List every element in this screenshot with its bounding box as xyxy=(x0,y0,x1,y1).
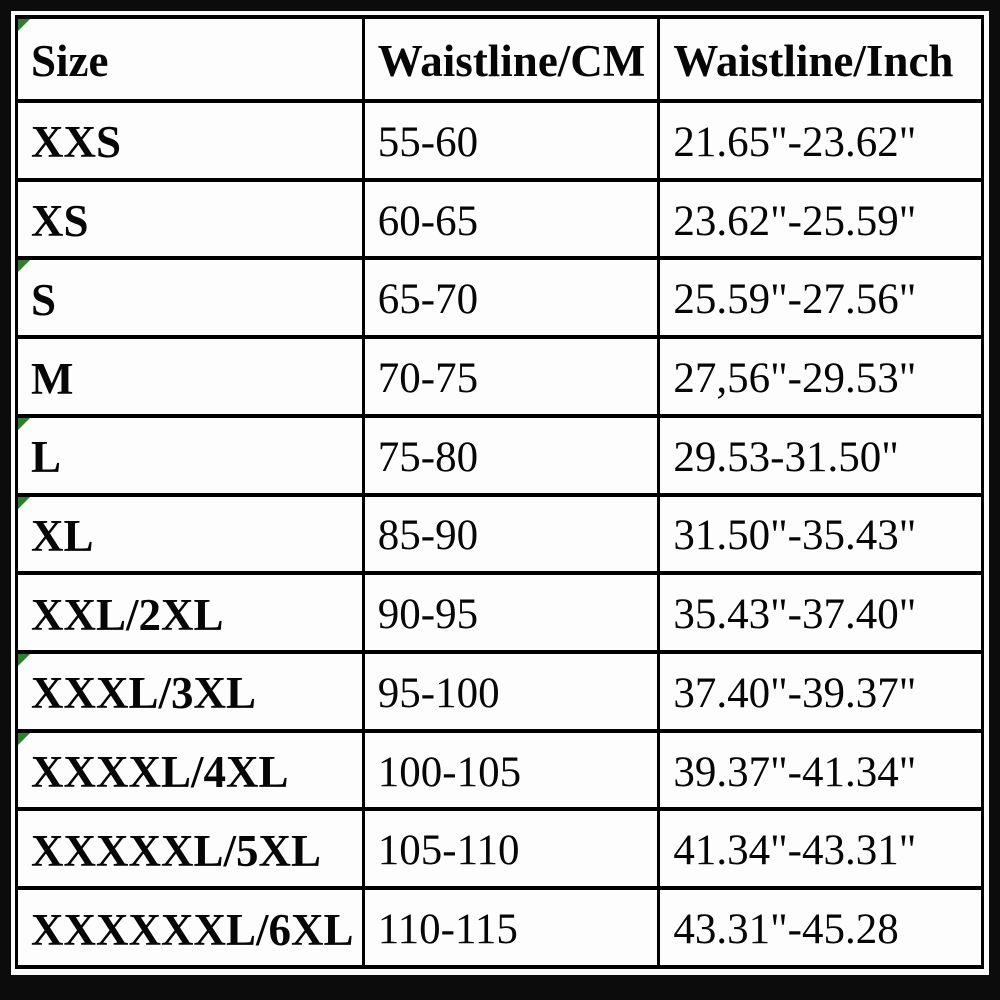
waistline-inch-cell xyxy=(659,809,983,888)
waistline-cm-cell xyxy=(363,888,659,967)
waistline-inch-cell xyxy=(659,573,983,652)
cell-corner-marker-icon xyxy=(18,497,30,509)
waistline-inch-cell xyxy=(659,495,983,574)
size-label: L xyxy=(31,432,62,483)
size-label: XS xyxy=(31,196,89,247)
waistline-inch-value: 27,56"-29.53" xyxy=(673,355,917,403)
waistline-cm-cell xyxy=(363,180,659,259)
table-row xyxy=(17,495,983,574)
waistline-inch-value: 23.62"-25.59" xyxy=(673,197,917,245)
waistline-cm-cell xyxy=(363,416,659,495)
size-label: XXXL/3XL xyxy=(31,668,257,719)
size-cell xyxy=(17,888,364,967)
waistline-cm-value: 85-90 xyxy=(377,512,479,560)
cell-corner-marker-icon xyxy=(18,654,30,666)
waistline-cm-value: 60-65 xyxy=(377,197,479,245)
waistline-inch-value: 41.34"-43.31" xyxy=(673,827,917,875)
waistline-cm-value: 110-115 xyxy=(377,906,518,954)
waistline-inch-value: 31.50"-35.43" xyxy=(673,512,917,560)
cell-corner-marker-icon xyxy=(18,260,30,272)
table-row xyxy=(17,180,983,259)
table-body xyxy=(17,101,983,967)
waistline-cm-value: 90-95 xyxy=(377,591,479,639)
waistline-inch-value: 25.59"-27.56" xyxy=(673,276,917,324)
size-cell xyxy=(17,809,364,888)
size-cell xyxy=(17,731,364,810)
waistline-inch-value: 39.37"-41.34" xyxy=(673,748,917,796)
waistline-inch-cell xyxy=(659,652,983,731)
column-header-label: Waistline/CM xyxy=(377,36,646,86)
size-cell xyxy=(17,652,364,731)
waistline-inch-value: 43.31"-45.28 xyxy=(673,906,899,954)
column-header-label: Size xyxy=(31,36,109,86)
size-cell xyxy=(17,101,364,180)
column-header-waistline-cm xyxy=(363,17,659,101)
table-row xyxy=(17,416,983,495)
table-row xyxy=(17,809,983,888)
size-cell xyxy=(17,258,364,337)
size-cell xyxy=(17,495,364,574)
waistline-cm-value: 75-80 xyxy=(377,433,479,481)
waistline-cm-value: 70-75 xyxy=(377,355,479,403)
size-label: XXS xyxy=(31,117,122,168)
waistline-inch-cell xyxy=(659,731,983,810)
cell-corner-marker-icon xyxy=(18,733,30,745)
table-row xyxy=(17,888,983,967)
waistline-inch-cell xyxy=(659,101,983,180)
size-label: XXXXXXL/6XL xyxy=(31,904,354,955)
waistline-cm-cell xyxy=(363,495,659,574)
size-label: M xyxy=(31,353,74,404)
waistline-inch-cell xyxy=(659,258,983,337)
waistline-cm-cell xyxy=(363,573,659,652)
table-row xyxy=(17,731,983,810)
waistline-cm-cell xyxy=(363,101,659,180)
size-label: XXXXXL/5XL xyxy=(31,825,322,876)
waistline-cm-value: 65-70 xyxy=(377,276,479,324)
size-cell xyxy=(17,416,364,495)
table-row xyxy=(17,258,983,337)
waistline-cm-cell xyxy=(363,258,659,337)
table-row xyxy=(17,337,983,416)
waistline-inch-cell xyxy=(659,888,983,967)
column-header-label: Waistline/Inch xyxy=(673,36,954,86)
size-chart-table xyxy=(15,15,984,969)
waistline-cm-cell xyxy=(363,731,659,810)
waistline-inch-cell xyxy=(659,416,983,495)
waistline-inch-value: 37.40"-39.37" xyxy=(673,669,917,717)
size-cell xyxy=(17,337,364,416)
waistline-cm-cell xyxy=(363,809,659,888)
waistline-cm-value: 105-110 xyxy=(377,827,520,875)
waistline-inch-value: 35.43"-37.40" xyxy=(673,591,917,639)
header-row xyxy=(17,17,983,101)
size-label: XL xyxy=(31,510,94,561)
size-label: S xyxy=(31,274,57,325)
waistline-cm-cell xyxy=(363,652,659,731)
waistline-cm-value: 55-60 xyxy=(377,118,479,166)
table-panel xyxy=(11,11,989,975)
column-header-size xyxy=(17,17,364,101)
waistline-cm-cell xyxy=(363,337,659,416)
waistline-inch-cell xyxy=(659,180,983,259)
size-cell xyxy=(17,180,364,259)
waistline-inch-cell xyxy=(659,337,983,416)
table-row xyxy=(17,573,983,652)
cell-corner-marker-icon xyxy=(18,418,30,430)
column-header-waistline-inch xyxy=(659,17,983,101)
waistline-cm-value: 100-105 xyxy=(377,748,522,796)
waistline-cm-value: 95-100 xyxy=(377,669,500,717)
waistline-inch-value: 29.53-31.50" xyxy=(673,433,899,481)
waistline-inch-value: 21.65"-23.62" xyxy=(673,118,917,166)
table-row xyxy=(17,101,983,180)
size-label: XXL/2XL xyxy=(31,589,224,640)
size-label: XXXXL/4XL xyxy=(31,747,289,798)
table-row xyxy=(17,652,983,731)
cell-corner-marker-icon xyxy=(18,19,30,31)
size-cell xyxy=(17,573,364,652)
